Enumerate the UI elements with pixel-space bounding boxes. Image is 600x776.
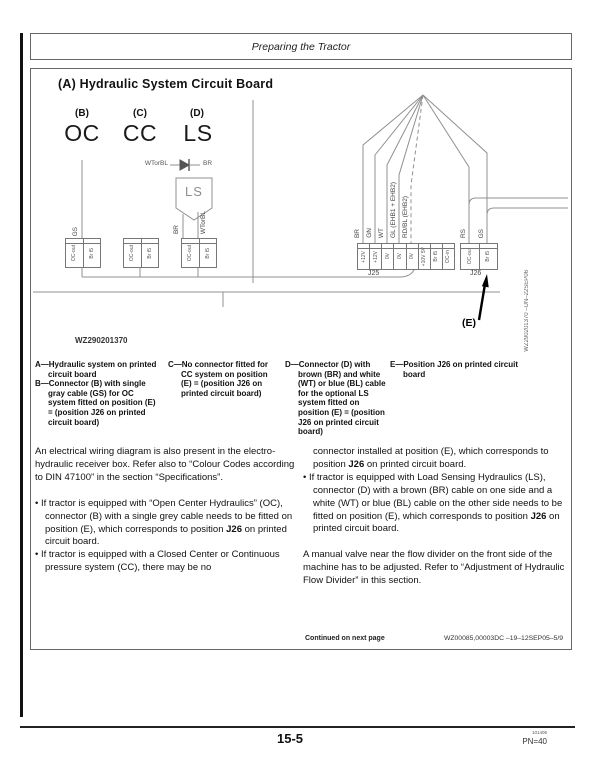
paragraph: connector installed at position (E), which corresponds to position J26 on printed circuit board. (313, 446, 549, 470)
bullet-marker: • (303, 471, 309, 483)
j25-cell: 0V (382, 244, 394, 269)
figure-code: WZ290201370 (75, 336, 128, 345)
ls-connector-symbol: LS (185, 184, 203, 199)
example-connector-cell: Br t5 (204, 247, 211, 259)
bullet-marker: • (35, 549, 41, 561)
body-text-right (303, 446, 567, 588)
connector-j25 (357, 243, 455, 270)
section-title: (A) Hydraulic System Circuit Board (58, 77, 274, 91)
wire-label-gs: GS (478, 228, 485, 238)
column-id-d: (D) (190, 108, 204, 119)
example-connector-cell: OC-out (124, 239, 142, 267)
left-margin-bar (20, 33, 23, 717)
bullet-marker: • (35, 497, 41, 509)
wire-label-rd-bl-ehb2: RD/BL (EHB2) (402, 195, 409, 238)
j25-cell: +12V (370, 244, 382, 269)
running-header-title: Preparing the Tractor (251, 40, 351, 53)
legend-item-b: B—Connector (B) with single gray cable (GS) for OC system fitted on position (E) = (position J26 on printed circuit board) (35, 379, 156, 427)
print-code: 101406 (531, 730, 547, 735)
j25-cell: OC-in (445, 249, 452, 264)
diode-label-br: BR (203, 160, 213, 167)
j25-cell: 0V (407, 244, 419, 269)
wire-label-gn: GN (366, 228, 373, 238)
example-connector-cell: Br t5 (146, 247, 153, 259)
body-text-left (35, 446, 297, 575)
j25-cell: Br t5 (431, 244, 443, 269)
wiring-diagram (30, 88, 570, 356)
j25-cell: 0V (394, 244, 406, 269)
paragraph: A manual valve near the flow divider on the front side of the machine has to be adjusted. Refer to “Adjustment of Hydraulic Flow Divider” in this section. (303, 549, 565, 587)
example-connector-cell: OC-out (66, 239, 84, 267)
j25-cell: +10V 5V (419, 244, 431, 269)
document-code: WZ00085,00003DC –19–12SEP05–5/9 (443, 635, 563, 642)
pn-code: PN=40 (522, 737, 547, 746)
legend-column-4 (390, 360, 530, 379)
example-connector-cell: Br t5 (88, 247, 95, 259)
circuit-board-figure (30, 88, 570, 356)
wire-label-br: BR (173, 224, 180, 234)
legend-item-e: E—Position J26 on printed circuit board (390, 360, 519, 379)
wire-label-wtorbl: WTorBL (200, 210, 207, 234)
wire-label-rs: RS (460, 228, 467, 238)
system-label-cc: CC (122, 120, 158, 146)
legend-item-d: D—Connector (D) with brown (BR) and white (WT) or blue (BL) cable for the optional LS system fitted on position (E) = (position J26 on printed circuit board) (285, 360, 386, 437)
j26-cell: Br t5 (485, 251, 492, 262)
legend-column-2 (168, 360, 280, 398)
bullet-item: • If tractor is equipped with Load Sensing Hydraulics (LS), connector (D) with a brown (BR) cable on one side and a white (WT) or blue (BL) cable on the other side needs to be fitted on position (E), which corresponds to position J26 on printed circuit board. (303, 471, 563, 535)
legend-column-3 (285, 360, 387, 437)
connector-d (181, 238, 217, 268)
legend-column-1 (35, 360, 162, 427)
column-id-b: (B) (75, 108, 89, 119)
footer-rule (20, 726, 575, 728)
wire-label-wt: WT (378, 227, 385, 238)
legend-item-a: A—Hydraulic system on printed circuit board (35, 360, 157, 379)
diode-label-wtorbl: WTorBL (144, 160, 168, 167)
j26-cell: OC-out (461, 244, 480, 269)
position-e-arrow (479, 274, 489, 320)
connector-b (65, 238, 101, 268)
running-header (30, 33, 572, 60)
bullet-item: • If tractor is equipped with a Closed Center or Continuous pressure system (CC), there may be no (35, 549, 280, 574)
page-number: 15-5 (276, 731, 304, 746)
example-connector-cell: OC-out (182, 239, 200, 267)
wire-label-gl-ehb1-ehb2: GL (EHB1 + EHB2) (390, 182, 397, 238)
position-e-label: (E) (462, 317, 476, 329)
wire-label-gs: GS (72, 226, 79, 236)
j25-cell: +12V (358, 244, 370, 269)
system-label-ls: LS (183, 120, 213, 146)
paragraph: An electrical wiring diagram is also present in the electro-hydraulic receiver box. Refer also to “Colour Codes according to DIN 47100” in the section “Specifications”. (35, 446, 295, 483)
figure-code-rotated: WZ290201370 –UN–22SEP06 (524, 270, 530, 352)
legend-item-c: C—No connector fitted for CC system on position (E) = (position J26 on printed circuit board) (168, 360, 268, 398)
j25-label: J25 (368, 270, 380, 277)
connector-c (123, 238, 159, 268)
bullet-item: • If tractor is equipped with “Open Center Hydraulics” (OC), connector (B) with a single grey cable needs to be fitted on position (E), which corresponds to position J26 on printed circuit board. (35, 497, 293, 548)
connector-j26 (460, 243, 498, 270)
column-id-c: (C) (133, 108, 147, 119)
diode-icon (180, 159, 189, 171)
wire-label-br: BR (354, 228, 361, 238)
continued-note: Continued on next page (305, 635, 385, 642)
j26-label: J26 (470, 270, 482, 277)
system-label-oc: OC (64, 120, 100, 146)
